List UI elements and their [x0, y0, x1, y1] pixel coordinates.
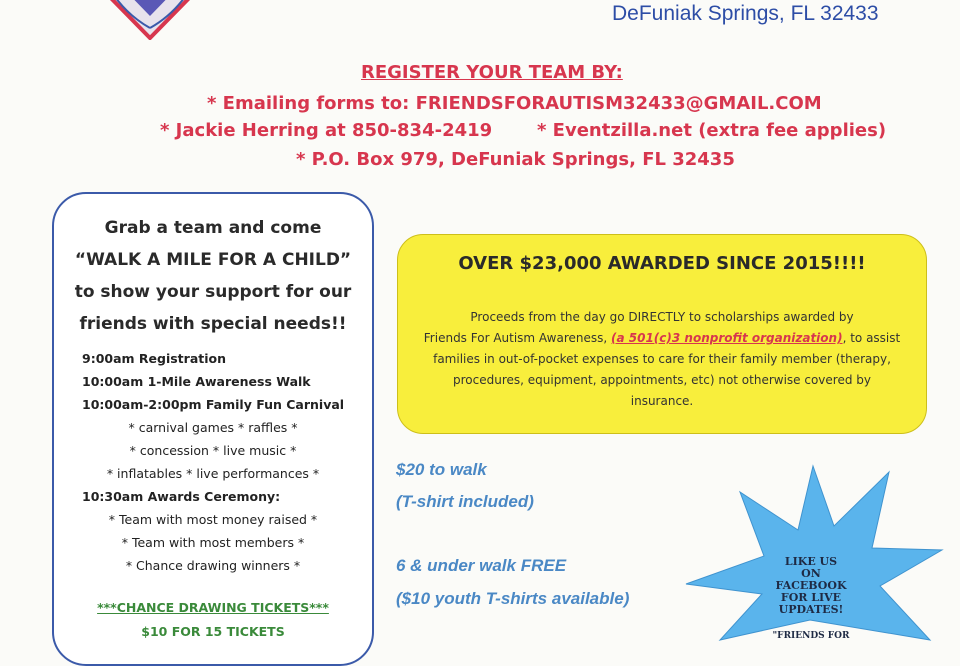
box-title-line-1: Grab a team and come — [104, 218, 322, 238]
facebook-line-2: ON — [801, 567, 821, 580]
price-youth-tshirt: ($10 youth T-shirts available) — [396, 589, 630, 608]
schedule-box — [52, 192, 374, 666]
box-title-line-3: to show your support for our — [74, 282, 352, 302]
facebook-line-4: FOR LIVE — [780, 591, 842, 604]
awarded-body-line-1: Proceeds from the day go DIRECTLY to scholarships awarded by — [470, 310, 854, 324]
awarded-body-line-2 — [412, 328, 912, 349]
price-free: 6 & under walk FREE — [396, 556, 567, 575]
box-title-line-2: “WALK A MILE FOR A CHILD” — [74, 250, 352, 270]
carnival-items-2: * concession * live music * — [129, 443, 297, 458]
awarded-heading: OVER $23,000 AWARDED SINCE 2015!!!! — [458, 253, 866, 274]
awarded-body — [412, 307, 912, 412]
awarded-body-2b: , to assist — [842, 331, 901, 345]
award-money-raised: * Team with most money raised * — [108, 512, 318, 527]
register-phone: * Jackie Herring at 850-834-2419 — [160, 120, 493, 141]
award-chance-winners: * Chance drawing winners * — [125, 558, 301, 573]
awarded-body-line-4: procedures, equipment, appointments, etc) not otherwise covered by — [452, 373, 871, 387]
facebook-line-1: LIKE US — [784, 555, 838, 568]
facebook-page-name: "FRIENDS FOR — [772, 631, 850, 641]
schedule-awards: 10:30am Awards Ceremony: — [82, 489, 281, 504]
autism-logo-heart-icon — [95, 0, 205, 40]
facebook-callout — [760, 556, 862, 616]
register-pobox: * P.O. Box 979, DeFuniak Springs, FL 32435 — [296, 149, 735, 170]
facebook-line-3: FACEBOOK — [775, 579, 847, 592]
register-eventzilla: * Eventzilla.net (extra fee applies) — [537, 120, 887, 141]
awarded-body-2a: Friends For Autism Awareness, — [423, 331, 611, 345]
price-tshirt: (T-shirt included) — [396, 492, 534, 511]
awarded-box — [397, 234, 927, 434]
carnival-items-3: * inflatables * live performances * — [106, 466, 320, 481]
schedule-carnival: 10:00am-2:00pm Family Fun Carnival — [82, 397, 345, 412]
facebook-line-5: UPDATES! — [778, 603, 844, 616]
facebook-starburst-icon — [680, 452, 950, 652]
register-email: * Emailing forms to: FRIENDSFORAUTISM32433@GMAIL.COM — [207, 93, 822, 114]
chance-drawing-price: $10 FOR 15 TICKETS — [141, 624, 285, 639]
carnival-items-1: * carnival games * raffles * — [128, 420, 298, 435]
award-most-members: * Team with most members * — [121, 535, 305, 550]
nonprofit-note: (a 501(c)3 nonprofit organization) — [611, 331, 843, 345]
schedule-registration: 9:00am Registration — [82, 351, 227, 366]
box-title-line-4: friends with special needs!! — [79, 314, 347, 334]
awarded-body-line-3: families in out-of-pocket expenses to care for their family member (therapy, — [433, 352, 891, 366]
register-heading: REGISTER YOUR TEAM BY: — [361, 62, 623, 83]
price-walk: $20 to walk — [396, 460, 487, 479]
chance-drawing-heading: ***CHANCE DRAWING TICKETS*** — [97, 600, 329, 615]
awarded-body-line-5: insurance. — [630, 394, 694, 408]
header-address: DeFuniak Springs, FL 32433 — [612, 2, 879, 25]
schedule-walk: 10:00am 1-Mile Awareness Walk — [82, 374, 311, 389]
